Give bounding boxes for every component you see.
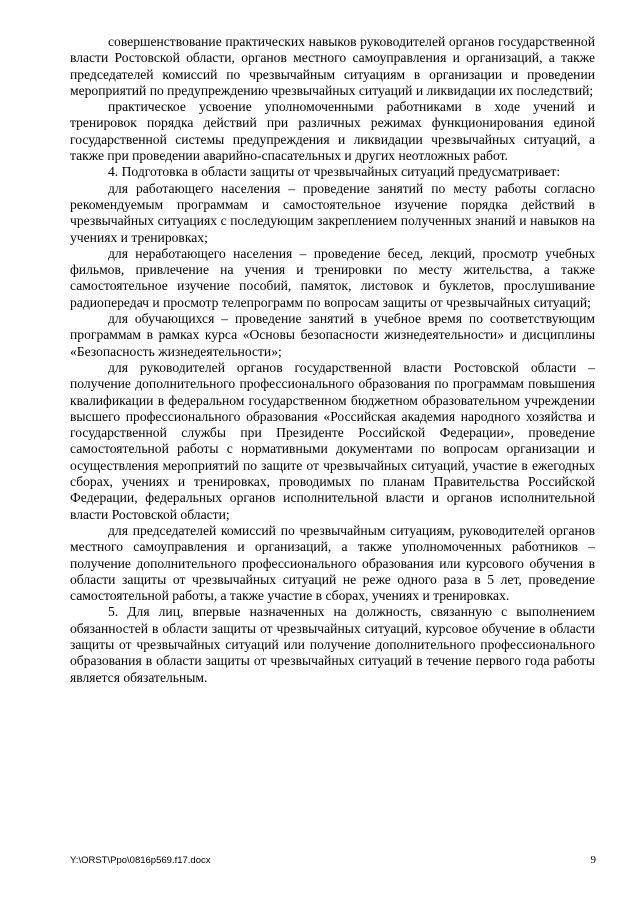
footer-file-path: Y:\ORST\Ppo\0816p569.f17.docx [70,855,211,866]
paragraph-working-population: для работающего населения – проведение занятий по месту работы согласно рекомендуемым программам и самостоятельное изучение порядка действий в чрезвычайных ситуациях с последующим закреплением полученных знаний и навыков на учениях и тренировках; [70,180,595,245]
paragraph-government-heads: для руководителей органов государственной власти Ростовской области – получение дополнительного профессионального образования по программам повышения квалификации в федеральном государственном бюджетном образовательном учреждении высшего профессионального образования «Российская академия народного хозяйства и государственной службы при Президенте Российской Федерации», проведение самостоятельной работы с нормативными документами по вопросам организации и осуществления мероприятий по защите от чрезвычайных ситуаций, участие в ежегодных сборах, учениях и тренировках, проводимых по планам Правительства Российской Федерации, федеральных органов исполнительной власти и органов исполнительной власти Ростовской области; [70,359,595,522]
paragraph-skills-improvement: совершенствование практических навыков руководителей органов государственной власти Ростовской области, органов местного самоуправления и организаций, а также председателей комиссий по чрезвычайным ситуациям в организации и проведении мероприятий по предупреждению чрезвычайных ситуаций и ликвидации их последствий; [70,34,595,98]
paragraph-commission-chairs: для председателей комиссий по чрезвычайным ситуациям, руководителей органов местного самоуправления и организаций, а также уполномоченных работников – получение дополнительного профессионального образования или курсового обучения в области защиты от чрезвычайных ситуаций не реже одного раза в 5 лет, проведение самостоятельной работы, а также участие в сборах, учениях и тренировках. [70,522,595,604]
paragraph-practical-learning: практическое усвоение уполномоченными работниками в ходе учений и тренировок порядка действий при различных режимах функционирования единой государственной системы предупреждения и ликвидации чрезвычайных ситуаций, а также при проведении аварийно-спасательных и других неотложных работ. [70,99,595,164]
document-body [70,34,595,686]
page-number: 9 [590,854,596,866]
paragraph-students: для обучающихся – проведение занятий в учебное время по соответствующим программам в рамках курса «Основы безопасности жизнедеятельности» и дисциплины «Безопасность жизнедеятельности»; [70,311,595,359]
paragraph-non-working-population: для неработающего населения – проведение бесед, лекций, просмотр учебных фильмов, привлечение на учения и тренировки по месту жительства, а также самостоятельное изучение пособий, памяток, листовок и буклетов, прослушивание радиопередач и просмотр телепрограмм по вопросам защиты от чрезвычайных ситуаций; [70,245,595,310]
paragraph-section-4-heading: 4. Подготовка в области защиты от чрезвычайных ситуаций предусматривает: [108,164,561,180]
paragraph-section-5: 5. Для лиц, впервые назначенных на должность, связанную с выполнением обязанностей в области защиты от чрезвычайных ситуаций, курсовое обучение в области защиты от чрезвычайных ситуаций или получение дополнительного профессионального образования в области защиты от чрезвычайных ситуаций в течение первого года работы является обязательным. [70,604,595,685]
